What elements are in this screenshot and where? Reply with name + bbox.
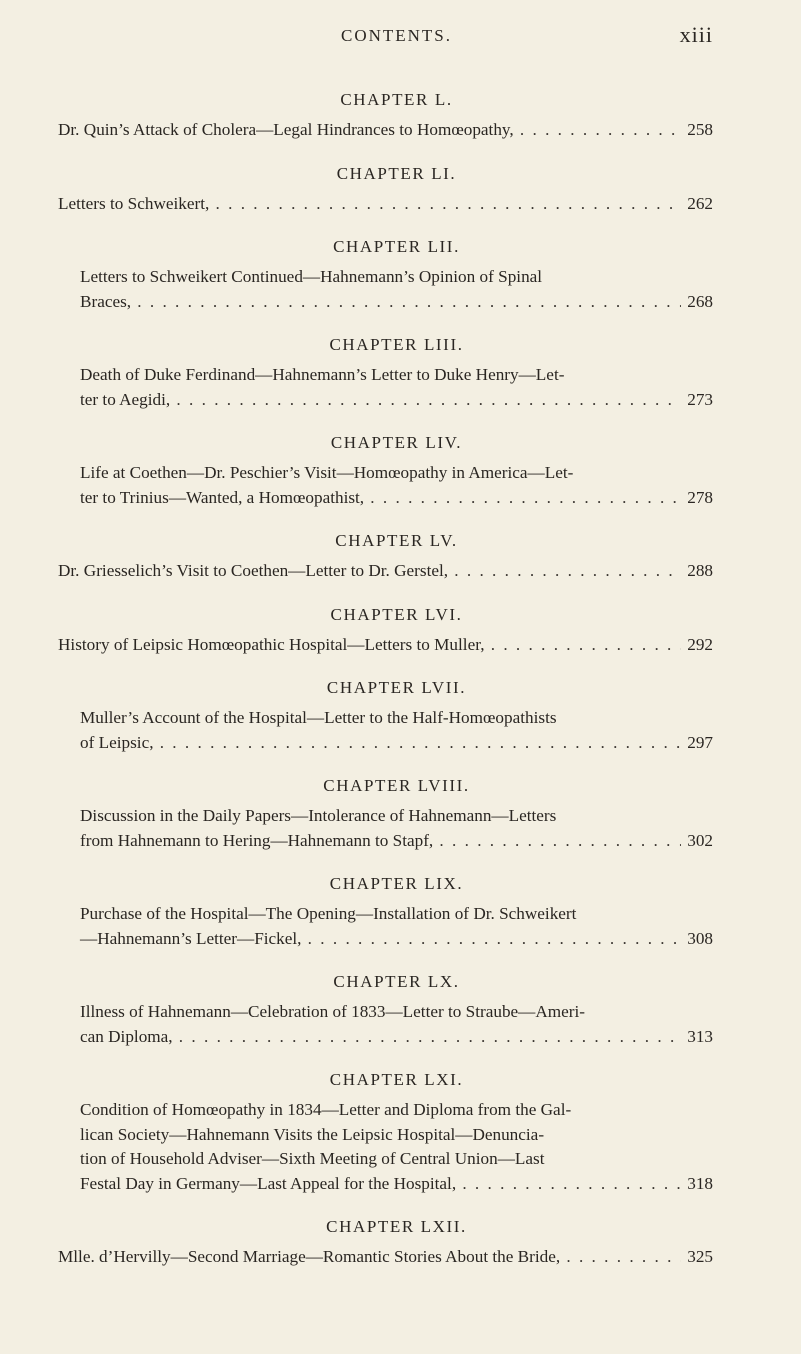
entry-last-line [80, 829, 713, 854]
chapter-entry [58, 118, 713, 143]
chapter-heading: CHAPTER LVI. [330, 604, 463, 624]
entry-page-number: 308 [687, 928, 713, 948]
chapter-entry [58, 1245, 713, 1270]
chapter-heading: CHAPTER LIX. [329, 874, 464, 893]
entry-last-line [58, 1245, 713, 1270]
chapter-entry [58, 559, 713, 584]
dot-leader [488, 633, 681, 658]
entry-line: Dr. Griesselich’s Visit to Coethen—Letter to Dr. Gerstel, [58, 561, 449, 580]
entry-page-number: 292 [687, 634, 713, 654]
dot-leader [563, 1245, 681, 1270]
chapter-entry [80, 902, 713, 951]
chapter-entry [80, 1000, 713, 1049]
chapter-heading: CHAPTER LXII. [326, 1217, 467, 1236]
toc-chapter [80, 333, 713, 412]
entry-line: Muller’s Account of the Hospital—Letter to the Half-Homœopathists [80, 708, 557, 727]
chapter-entry [80, 461, 713, 510]
entry-page-number: 297 [687, 732, 713, 752]
toc-chapter [80, 774, 713, 853]
entry-line: Letters to Schweikert, [58, 193, 210, 213]
entry-page-number: 278 [687, 487, 713, 507]
entry-line: Mlle. d’Hervilly—Second Marriage—Romantic Stories About the Bride, [58, 1247, 561, 1266]
chapter-heading: CHAPTER LX. [333, 972, 460, 991]
entry-last-line [58, 633, 713, 658]
entry-page-number: 258 [687, 120, 713, 139]
dot-leader [173, 388, 681, 413]
chapter-heading: CHAPTER L. [340, 90, 453, 109]
entry-line: ter to Aegidi, [80, 389, 171, 409]
chapter-heading: CHAPTER LIII. [329, 335, 464, 354]
toc-chapter [58, 88, 713, 143]
chapter-entry [80, 1098, 713, 1196]
entry-last-line [80, 290, 713, 315]
entry-line: lican Society—Hahnemann Visits the Leipsic Hospital—Denuncia- [80, 1124, 545, 1144]
dot-leader [517, 118, 681, 143]
chapter-heading: CHAPTER LIV. [330, 433, 463, 452]
table-of-contents [58, 88, 713, 1289]
dot-leader [436, 829, 681, 854]
entry-line: of Leipsic, [80, 732, 154, 752]
entry-line: History of Leipsic Homœopathic Hospital—Letters to Muller, [58, 634, 485, 654]
chapter-entry [80, 706, 713, 755]
entry-page-number: 288 [687, 561, 713, 580]
entry-line: can Diploma, [80, 1026, 173, 1046]
chapter-entry [80, 265, 713, 314]
entry-line: Dr. Quin’s Attack of Cholera—Legal Hindrances to Homœopathy, [58, 120, 514, 139]
entry-last-line [58, 192, 713, 217]
chapter-entry [80, 363, 713, 412]
chapter-heading: CHAPTER LII. [333, 237, 460, 256]
chapter-heading: CHAPTER LI. [336, 163, 457, 183]
toc-chapter [80, 676, 713, 755]
entry-line: Death of Duke Ferdinand—Hahnemann’s Letter to Duke Henry—Let- [80, 365, 565, 384]
entry-line: Condition of Homœopathy in 1834—Letter and Diploma from the Gal- [80, 1100, 572, 1119]
entry-last-line [80, 927, 713, 952]
entry-page-number: 302 [687, 830, 713, 850]
entry-page-number: 313 [687, 1026, 713, 1046]
entry-page-number: 273 [687, 389, 713, 409]
chapter-entry [80, 804, 713, 853]
entry-line: Life at Coethen—Dr. Peschier’s Visit—Homœopathy in America—Let- [80, 463, 574, 482]
entry-line: ter to Trinius—Wanted, a Homœopathist, [80, 487, 365, 507]
entry-page-number: 262 [687, 193, 713, 213]
toc-chapter [58, 603, 713, 658]
dot-leader [157, 731, 681, 756]
entry-page-number: 268 [687, 291, 713, 311]
entry-line: Illness of Hahnemann—Celebration of 1833—Letter to Straube—Ameri- [80, 1002, 585, 1021]
dot-leader [176, 1025, 681, 1050]
dot-leader [134, 290, 681, 315]
page-number: xiii [679, 22, 713, 47]
entry-line: Purchase of the Hospital—The Opening—Installation of Dr. Schweikert [80, 904, 577, 923]
dot-leader [367, 486, 681, 511]
chapter-entry [58, 633, 713, 658]
toc-chapter [58, 162, 713, 217]
toc-chapter [58, 529, 713, 584]
chapter-heading: CHAPTER LV. [335, 531, 458, 550]
dot-leader [451, 559, 681, 584]
toc-chapter [80, 970, 713, 1049]
chapter-entry [58, 192, 713, 217]
entry-line: Festal Day in Germany—Last Appeal for the Hospital, [80, 1173, 457, 1193]
entry-last-line [58, 118, 713, 143]
entry-page-number: 325 [687, 1247, 713, 1266]
toc-chapter [80, 872, 713, 951]
chapter-heading: CHAPTER LXI. [329, 1070, 464, 1089]
entry-line: Letters to Schweikert Continued—Hahnemann’s Opinion of Spinal [80, 267, 543, 286]
dot-leader [304, 927, 681, 952]
entry-page-number: 318 [687, 1173, 713, 1193]
entry-line: Discussion in the Daily Papers—Intolerance of Hahnemann—Letters [80, 806, 557, 825]
running-title: CONTENTS. [340, 26, 453, 45]
running-head [80, 22, 713, 48]
entry-last-line [80, 1025, 713, 1050]
entry-last-line [80, 486, 713, 511]
toc-chapter [58, 1215, 713, 1270]
entry-line: from Hahnemann to Hering—Hahnemann to Stapf, [80, 830, 434, 850]
entry-last-line [80, 1172, 713, 1197]
entry-last-line [80, 388, 713, 413]
chapter-heading: CHAPTER LVII. [326, 678, 467, 697]
toc-chapter [80, 235, 713, 314]
entry-line: tion of Household Adviser—Sixth Meeting of Central Union—Last [80, 1149, 545, 1168]
toc-chapter [80, 431, 713, 510]
toc-chapter [80, 1068, 713, 1196]
chapter-heading: CHAPTER LVIII. [323, 776, 470, 795]
entry-line: —Hahnemann’s Letter—Fickel, [80, 928, 302, 948]
entry-line: Braces, [80, 291, 132, 311]
entry-last-line [80, 731, 713, 756]
entry-last-line [58, 559, 713, 584]
dot-leader [212, 192, 681, 217]
dot-leader [459, 1172, 681, 1197]
